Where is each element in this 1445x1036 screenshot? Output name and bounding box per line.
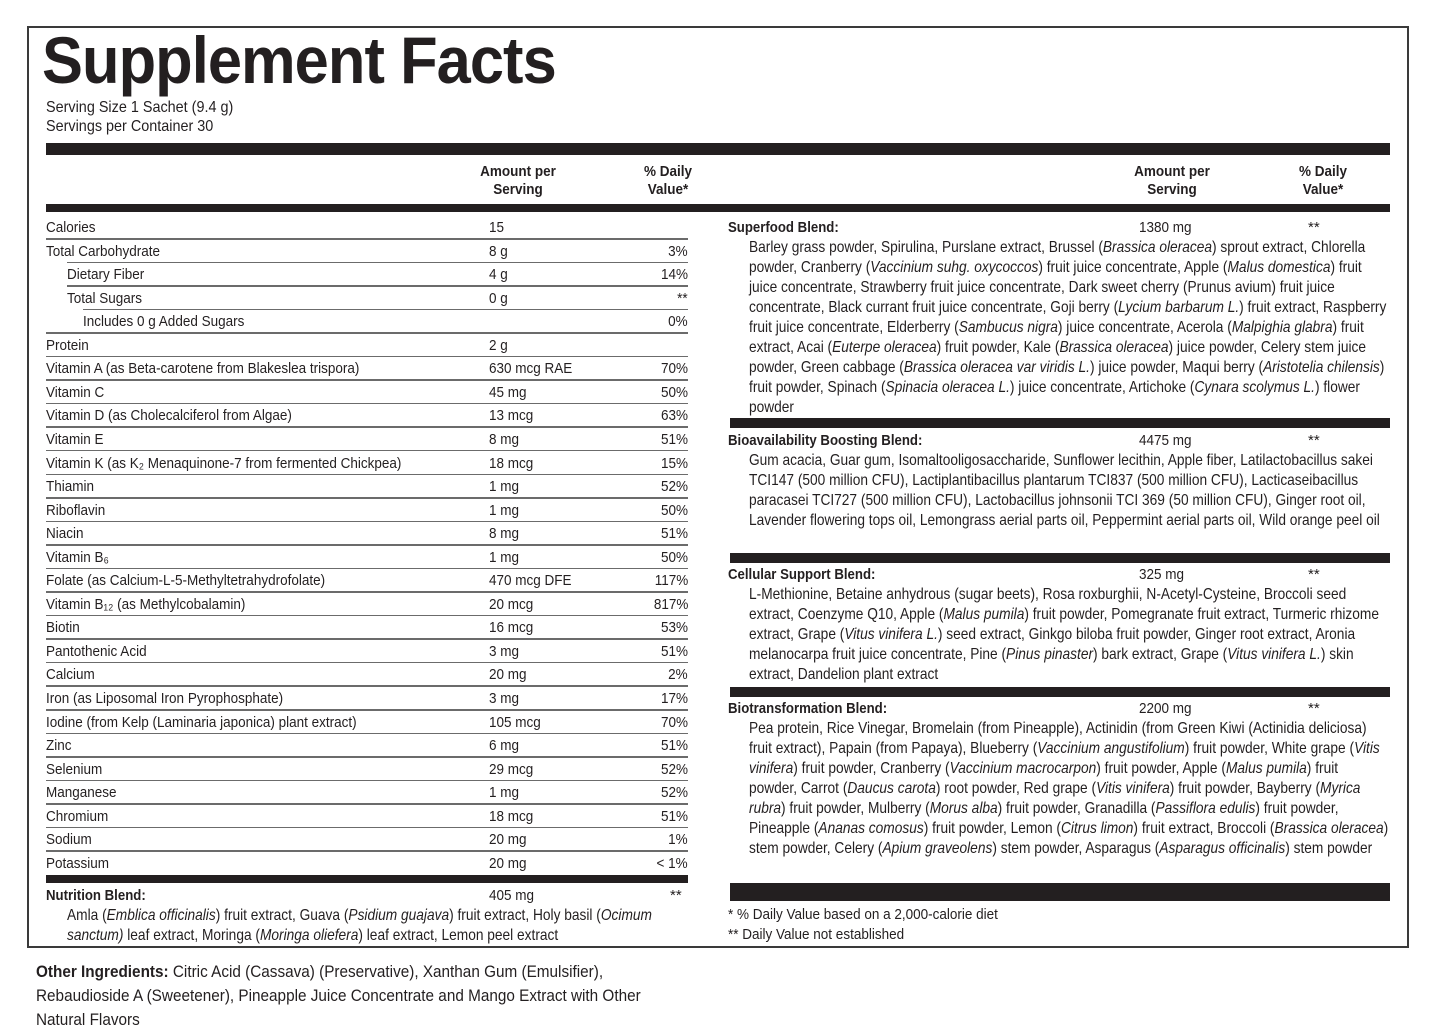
nutrient-name: Calories bbox=[46, 219, 96, 236]
blend-dv: ** bbox=[1308, 219, 1320, 236]
nutrient-daily-value: 117% bbox=[654, 572, 688, 590]
nutrient-amount: 105 mcg bbox=[489, 713, 541, 731]
table-row bbox=[46, 569, 688, 593]
table-row bbox=[46, 263, 688, 287]
nutrient-amount: 630 mcg RAE bbox=[489, 360, 573, 378]
amount-header-line1: Amount per bbox=[1134, 163, 1210, 180]
blend-amount: 325 mg bbox=[1139, 566, 1185, 583]
blend-amount: 1380 mg bbox=[1139, 219, 1192, 236]
superfood-blend bbox=[728, 219, 1390, 419]
table-row bbox=[46, 499, 688, 523]
blend-amount: 2200 mg bbox=[1139, 700, 1192, 717]
nutrient-amount: 470 mcg DFE bbox=[489, 572, 572, 590]
nutrient-name: Vitamin E bbox=[46, 430, 104, 448]
nutrient-amount: 20 mg bbox=[489, 666, 527, 684]
dv-header-line1: % Daily bbox=[643, 163, 693, 180]
nutrient-daily-value: 50% bbox=[660, 383, 688, 401]
table-row bbox=[46, 758, 688, 782]
nutrient-amount: 3 mg bbox=[489, 690, 520, 707]
nutrient-daily-value: 817% bbox=[653, 595, 688, 613]
nutrient-daily-value: 14% bbox=[660, 266, 688, 284]
nutrient-amount: 8 mg bbox=[489, 525, 520, 543]
nutrient-name: Vitamin K (as K₂ Menaquinone-7 from fermented Chickpea) bbox=[46, 454, 402, 472]
bioavailability-divider-bar bbox=[730, 553, 1390, 563]
dv-header-line2: Value* bbox=[1302, 181, 1344, 198]
table-row bbox=[46, 452, 688, 476]
blend-ingredients: Pea protein, Rice Vinegar, Bromelain (from Pineapple), Actinidin (from Green Kiwi (Actinidia deliciosa) fruit extract), Papain (from Papaya), Blueberry (Vaccinium angustifolium) fruit powder, White grape (Vitis vinifera) fruit powder, Cranberry (Vaccinium macrocarpon) fruit powder, Apple (Malus pumila) fruit powder, Carrot (Daucus carota) root powder, Red grape (Vitis vinifera) fruit powder, Bayberry (Myrica rubra) fruit powder, Mulberry (Morus alba) fruit powder, Granadilla (Passiflora edulis) fruit powder, Pineapple (Ananas comosus) fruit powder, Lemon (Citrus limon) fruit extract, Broccoli (Brassica oleracea) stem powder, Celery (Apium graveolens) stem powder, Asparagus (Asparagus officinalis) stem powder bbox=[749, 720, 1389, 857]
bioavailability-blend bbox=[728, 432, 1390, 552]
table-row bbox=[46, 593, 688, 617]
blend-dv: ** bbox=[1308, 700, 1320, 717]
blend-name: Bioavailability Boosting Blend: bbox=[728, 432, 923, 449]
amount-header-line2: Serving bbox=[493, 181, 543, 198]
blend-dv: ** bbox=[1308, 566, 1320, 583]
table-row bbox=[46, 711, 688, 735]
nutrient-name: Iron (as Liposomal Iron Pyrophosphate) bbox=[46, 690, 284, 707]
not-established-footnote: ** Daily Value not established bbox=[728, 926, 905, 943]
blend-ingredients: Barley grass powder, Spirulina, Purslane extract, Brussel (Brassica oleracea) sprout extract, Chlorella powder, Cranberry (Vaccinium suhg. oxycoccos) fruit juice concentrate, Apple (Malus domestica) fruit juice concentrate, Strawberry fruit juice concentrate, Dark sweet cherry (Prunus avium) fruit juice concentrate, Black currant fruit juice concentrate, Goji berry (Lycium barbarum L.) fruit extract, Raspberry fruit juice concentrate, Elderberry (Sambucus nigra) juice concentrate, Acerola (Malpighia glabra) fruit extract, Acai (Euterpe oleracea) fruit powder, Kale (Brassica oleracea) juice powder, Celery stem juice powder, Green cabbage (Brassica oleracea var viridis L.) juice powder, Maqui berry (Aristotelia chilensis) fruit powder, Spinach (Spinacia oleracea L.) juice concentrate, Artichoke (Cynara scolymus L.) flower powder bbox=[749, 239, 1387, 416]
panel-title: Supplement Facts bbox=[42, 23, 556, 97]
other-ingredients bbox=[36, 960, 666, 1032]
table-row bbox=[46, 828, 688, 852]
table-row bbox=[46, 404, 688, 428]
left-blend-bar bbox=[46, 875, 688, 883]
nutrient-name: Total Sugars bbox=[67, 289, 143, 307]
dv-header-line2: Value* bbox=[647, 181, 689, 198]
nutrient-name: Thiamin bbox=[46, 478, 95, 496]
biotransformation-blend bbox=[728, 700, 1390, 880]
header-top-bar bbox=[46, 143, 1390, 155]
blend-name: Nutrition Blend: bbox=[46, 887, 146, 904]
table-row bbox=[46, 334, 688, 358]
amount-header-line1: Amount per bbox=[480, 163, 556, 180]
table-row bbox=[46, 522, 688, 546]
nutrient-daily-value: < 1% bbox=[656, 854, 688, 872]
nutrient-amount: 8 g bbox=[489, 242, 508, 260]
nutrient-amount: 8 mg bbox=[489, 430, 520, 448]
nutrient-name: Includes 0 g Added Sugars bbox=[83, 313, 245, 331]
blend-amount: 405 mg bbox=[489, 887, 535, 904]
nutrient-name: Sodium bbox=[46, 831, 92, 849]
nutrient-name: Manganese bbox=[46, 784, 117, 802]
cellular-divider-bar bbox=[730, 687, 1390, 697]
nutrient-amount: 6 mg bbox=[489, 737, 520, 755]
nutrient-amount: 15 bbox=[489, 219, 505, 236]
nutrient-daily-value: 51% bbox=[660, 807, 688, 825]
nutrient-name: Potassium bbox=[46, 854, 110, 872]
nutrient-name: Vitamin C bbox=[46, 383, 105, 401]
left-amount-header bbox=[464, 163, 572, 199]
nutrient-daily-value: 51% bbox=[660, 430, 688, 448]
nutrient-daily-value: 52% bbox=[660, 478, 688, 496]
nutrient-amount: 1 mg bbox=[489, 784, 520, 802]
nutrient-daily-value: 1% bbox=[668, 831, 688, 849]
table-row bbox=[46, 240, 688, 264]
dv-footnote: * % Daily Value based on a 2,000-calorie diet bbox=[728, 906, 998, 923]
footnote-bar bbox=[730, 883, 1390, 901]
nutrient-amount: 2 g bbox=[489, 336, 508, 354]
nutrient-daily-value: 15% bbox=[660, 454, 688, 472]
blend-name: Cellular Support Blend: bbox=[728, 566, 876, 583]
nutrient-amount: 16 mcg bbox=[489, 619, 534, 637]
nutrient-amount: 29 mcg bbox=[489, 760, 534, 778]
table-row bbox=[46, 475, 688, 499]
nutrient-daily-value: 63% bbox=[660, 407, 688, 425]
right-dv-header bbox=[1289, 163, 1357, 199]
blend-dv: ** bbox=[1308, 432, 1320, 449]
table-row bbox=[46, 852, 688, 876]
nutrient-name: Vitamin D (as Cholecalciferol from Algae) bbox=[46, 407, 292, 425]
other-ingredients-text: Citric Acid (Cassava) (Preservative), Xanthan Gum (Emulsifier), Rebaudioside A (Sweetener), Pineapple Juice Concentrate and Mango Extract with Other Natural Flavors bbox=[36, 962, 641, 1029]
nutrient-daily-value: 53% bbox=[660, 619, 688, 637]
nutrient-amount: 1 mg bbox=[489, 478, 520, 496]
nutrient-daily-value: 51% bbox=[660, 737, 688, 755]
nutrient-daily-value: 52% bbox=[660, 784, 688, 802]
nutrient-amount: 18 mcg bbox=[489, 807, 534, 825]
nutrient-daily-value: 17% bbox=[660, 690, 688, 707]
nutrient-amount: 4 g bbox=[489, 266, 508, 284]
nutrient-daily-value: 50% bbox=[660, 501, 688, 519]
nutrient-amount: 1 mg bbox=[489, 548, 520, 566]
nutrient-amount: 0 g bbox=[489, 289, 508, 307]
nutrient-name: Protein bbox=[46, 336, 89, 354]
blend-dv: ** bbox=[670, 887, 682, 904]
nutrient-name: Niacin bbox=[46, 525, 84, 543]
table-row bbox=[46, 805, 688, 829]
nutrient-name: Chromium bbox=[46, 807, 109, 825]
table-row bbox=[46, 687, 688, 711]
blend-ingredients: Amla (Emblica officinalis) fruit extract, Guava (Psidium guajava) fruit extract, Holy basil (Ocimum sanctum) leaf extract, Moringa (Moringa oliefera) leaf extract, Lemon peel extract bbox=[67, 907, 652, 944]
nutrient-amount: 20 mg bbox=[489, 854, 527, 872]
table-row bbox=[46, 428, 688, 452]
nutrient-name: Calcium bbox=[46, 666, 95, 684]
nutrient-amount: 18 mcg bbox=[489, 454, 534, 472]
nutrition-blend bbox=[46, 887, 706, 947]
blend-name: Biotransformation Blend: bbox=[728, 700, 888, 717]
nutrient-name: Selenium bbox=[46, 760, 103, 778]
serving-size: Serving Size 1 Sachet (9.4 g) bbox=[46, 99, 234, 116]
nutrient-daily-value: 3% bbox=[668, 242, 688, 260]
nutrient-name: Biotin bbox=[46, 619, 80, 637]
nutrient-amount: 20 mcg bbox=[489, 595, 534, 613]
dv-header-line1: % Daily bbox=[1298, 163, 1348, 180]
nutrient-amount: 13 mcg bbox=[489, 407, 534, 425]
blend-ingredients: Gum acacia, Guar gum, Isomaltooligosaccharide, Sunflower lecithin, Apple fiber, Latilactobacillus sakei TCI147 (500 million CFU), Lactiplantibacillus plantarum TCI837 (500 million CFU), Lacticaseibacillus paracasei TCI727 (500 million CFU), Lactobacillus johnsonii TCI 369 (50 million CFU), Ginger root oil, Lavender flowering tops oil, Lemongrass aerial parts oil, Peppermint aerial parts oil, Wild orange peel oil bbox=[749, 452, 1380, 529]
nutrient-amount: 1 mg bbox=[489, 501, 520, 519]
table-row bbox=[46, 546, 688, 570]
table-row bbox=[46, 616, 688, 640]
blend-ingredients: L-Methionine, Betaine anhydrous (sugar beets), Rosa roxburghii, N-Acetyl-Cysteine, Broccoli seed extract, Coenzyme Q10, Apple (Malus pumila) fruit powder, Pomegranate fruit extract, Turmeric rhizome extract, Grape (Vitus vinifera L.) seed extract, Ginkgo biloba fruit powder, Ginger root extract, Aronia melanocarpa fruit juice concentrate, Pine (Pinus pinaster) bark extract, Grape (Vitus vinifera L.) skin extract, Dandelion plant extract bbox=[749, 586, 1379, 683]
nutrient-daily-value: 2% bbox=[668, 666, 688, 684]
amount-header-line2: Serving bbox=[1147, 181, 1197, 198]
nutrient-name: Dietary Fiber bbox=[67, 266, 145, 284]
servings-per-container: Servings per Container 30 bbox=[46, 118, 214, 135]
nutrient-daily-value: 0% bbox=[668, 313, 688, 331]
cellular-support-blend bbox=[728, 566, 1390, 686]
table-row bbox=[46, 734, 688, 758]
header-bottom-bar bbox=[46, 204, 1390, 212]
table-row bbox=[46, 381, 688, 405]
nutrient-amount: 45 mg bbox=[489, 383, 527, 401]
nutrient-daily-value: 50% bbox=[660, 548, 688, 566]
blend-name: Superfood Blend: bbox=[728, 219, 839, 236]
nutrient-name: Vitamin A (as Beta-carotene from Blakeslea trispora) bbox=[46, 360, 360, 378]
blend-amount: 4475 mg bbox=[1139, 432, 1192, 449]
superfood-divider-bar bbox=[730, 418, 1390, 428]
nutrient-daily-value: 52% bbox=[660, 760, 688, 778]
nutrient-name: Vitamin B₆ bbox=[46, 548, 109, 566]
nutrient-name: Zinc bbox=[46, 737, 72, 755]
nutrient-daily-value: 51% bbox=[660, 642, 688, 660]
table-row bbox=[46, 663, 688, 687]
nutrient-name: Total Carbohydrate bbox=[46, 242, 161, 260]
table-row bbox=[46, 287, 688, 311]
other-ingredients-label: Other Ingredients: bbox=[36, 962, 169, 981]
left-dv-header bbox=[634, 163, 702, 199]
nutrient-daily-value: 70% bbox=[660, 713, 688, 731]
nutrient-daily-value: ** bbox=[677, 289, 688, 307]
table-row bbox=[46, 216, 688, 240]
nutrient-daily-value: 51% bbox=[660, 525, 688, 543]
nutrient-name: Iodine (from Kelp (Laminaria japonica) plant extract) bbox=[46, 713, 357, 731]
nutrient-name: Riboflavin bbox=[46, 501, 106, 519]
table-row bbox=[46, 640, 688, 664]
right-amount-header bbox=[1118, 163, 1226, 199]
nutrient-name: Pantothenic Acid bbox=[46, 642, 147, 660]
table-row bbox=[46, 357, 688, 381]
nutrient-amount: 20 mg bbox=[489, 831, 527, 849]
nutrient-amount: 3 mg bbox=[489, 642, 520, 660]
nutrient-daily-value: 70% bbox=[660, 360, 688, 378]
nutrient-name: Folate (as Calcium-L-5-Methyltetrahydrofolate) bbox=[46, 572, 326, 590]
table-row bbox=[46, 781, 688, 805]
nutrient-name: Vitamin B₁₂ (as Methylcobalamin) bbox=[46, 595, 246, 613]
table-row bbox=[46, 310, 688, 334]
